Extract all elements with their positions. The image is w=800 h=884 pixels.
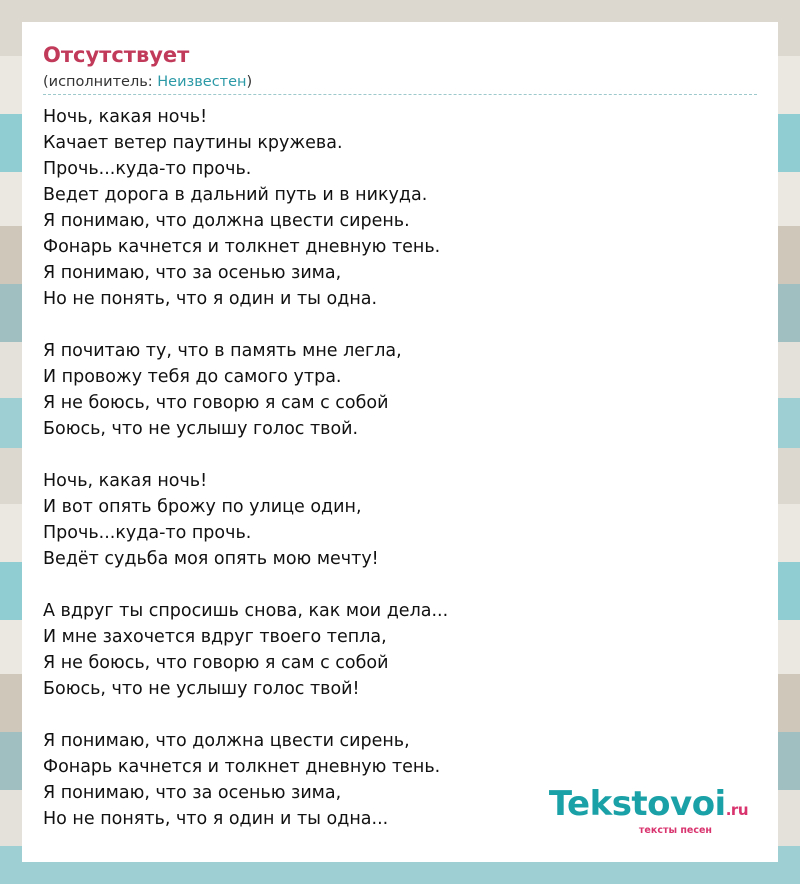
lyric-line: Я понимаю, что за осенью зима, [43,263,342,283]
lyric-line: Прочь...куда-то прочь. [43,159,252,179]
lyric-line: Фонарь качнется и толкнет дневную тень. [43,757,441,777]
stanza [43,468,758,572]
meta-suffix: ) [246,74,253,90]
logo-name: Tekstovoi [548,784,726,824]
lyric-line: Ночь, какая ночь! [43,107,208,127]
logo-wordmark [548,784,748,827]
lyrics-body [43,104,758,832]
lyric-line: Я понимаю, что должна цвести сирень. [43,211,410,231]
lyric-line: Боюсь, что не услышу голос твой. [43,419,359,439]
stanza [43,598,758,702]
lyric-line: А вдруг ты спросишь снова, как мои дела... [43,601,449,621]
lyric-line: Но не понять, что я один и ты одна... [43,809,389,829]
site-logo[interactable] [548,784,748,836]
stanza [43,338,758,442]
logo-tagline: тексты песен [638,825,712,836]
song-meta [43,72,757,95]
lyric-line: Ведёт судьба моя опять мою мечту! [43,549,379,569]
meta-prefix: (исполнитель: [43,74,158,90]
lyric-line: Боюсь, что не услышу голос твой! [43,679,360,699]
lyric-line: Я не боюсь, что говорю я сам с собой [43,393,389,413]
lyric-line: Ведет дорога в дальний путь и в никуда. [43,185,428,205]
stanza [43,104,758,312]
lyric-line: И мне захочется вдруг твоего тепла, [43,627,387,647]
artist-link[interactable]: Неизвестен [157,74,247,90]
lyric-line: Фонарь качнется и толкнет дневную тень. [43,237,441,257]
lyric-line: Я понимаю, что за осенью зима, [43,783,342,803]
lyric-line: Я понимаю, что должна цвести сирень, [43,731,410,751]
lyric-line: Прочь...куда-то прочь. [43,523,252,543]
song-title: Отсутствует [43,43,190,67]
lyric-line: И провожу тебя до самого утра. [43,367,342,387]
lyric-line: И вот опять брожу по улице один, [43,497,362,517]
lyrics-card [22,22,778,862]
lyric-line: Качает ветер паутины кружева. [43,133,343,153]
lyric-line: Ночь, какая ночь! [43,471,208,491]
lyric-line: Но не понять, что я один и ты одна. [43,289,378,309]
logo-domain: .ru [725,801,748,819]
lyric-line: Я не боюсь, что говорю я сам с собой [43,653,389,673]
lyric-line: Я почитаю ту, что в память мне легла, [43,341,402,361]
